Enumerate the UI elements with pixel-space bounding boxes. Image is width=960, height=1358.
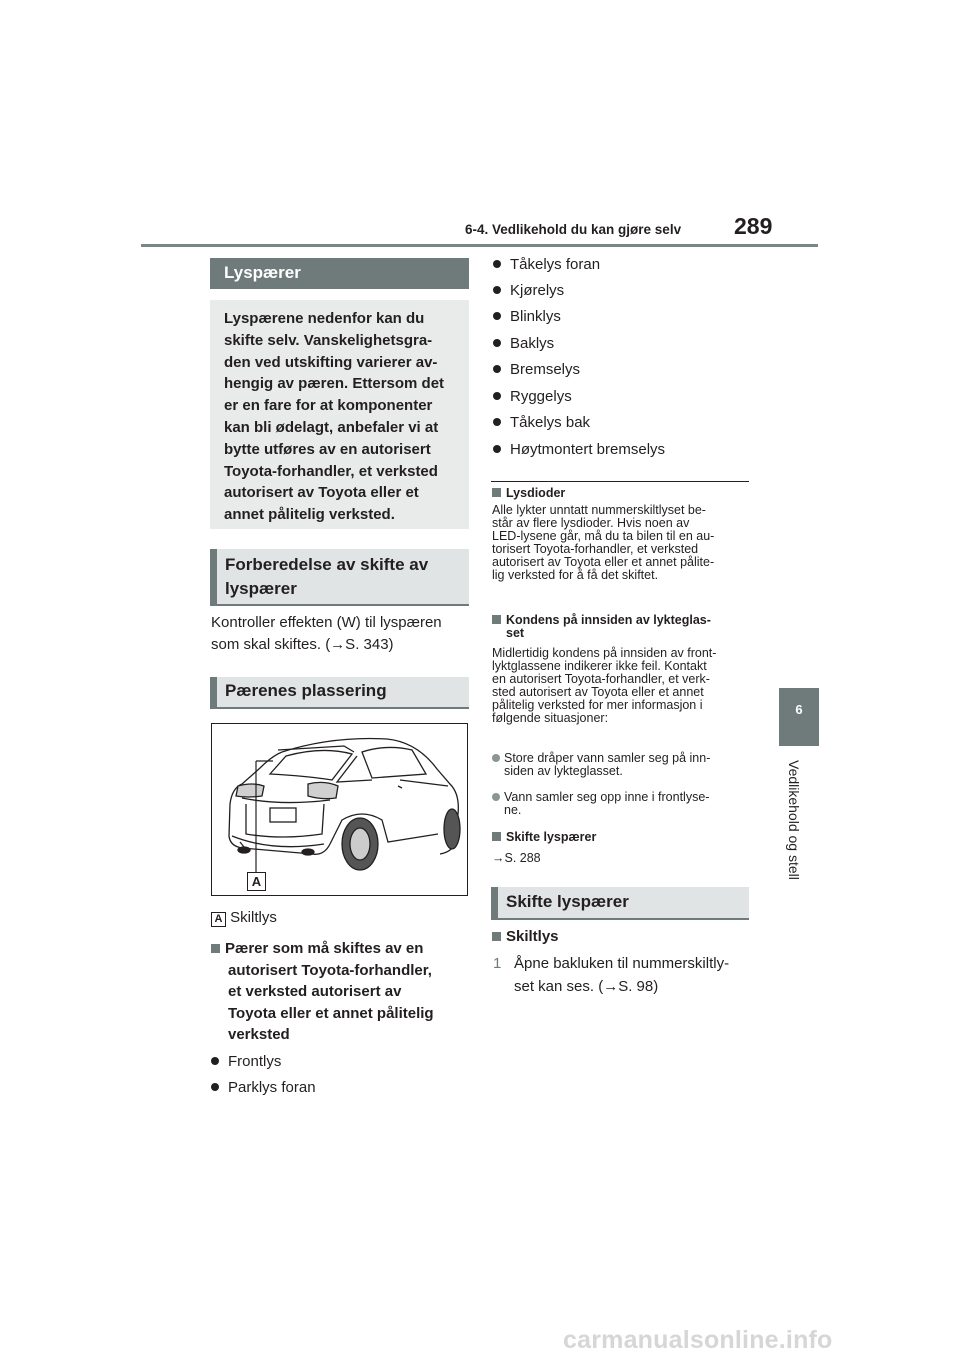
bullet-text: Kjørelys xyxy=(510,282,565,299)
intro-line: skifte selv. Vanskelighetsgra- xyxy=(224,331,433,349)
bullet-item xyxy=(211,1051,281,1073)
step-text-line: Åpne bakluken til nummerskiltly- xyxy=(514,955,730,972)
square-bullet-icon xyxy=(492,615,501,624)
bullet-icon xyxy=(493,365,501,373)
note-line: lig verksted for å få det skiftet. xyxy=(492,568,659,582)
bullet-icon xyxy=(493,418,501,426)
bullet-item xyxy=(493,359,580,381)
square-bullet-icon xyxy=(492,932,501,941)
condensation-title-line: Kondens på innsiden av lykteglas- xyxy=(506,613,711,627)
bullet-item xyxy=(493,254,600,276)
legend-text: Skiltlys xyxy=(230,909,277,926)
intro-line: er en fare for at komponenter xyxy=(224,397,433,415)
bullet-icon xyxy=(211,1057,219,1065)
license-light-heading xyxy=(492,928,559,945)
bullet-icon xyxy=(493,286,501,294)
watermark: carmanualsonline.info xyxy=(563,1326,833,1354)
bullet-item xyxy=(211,1077,316,1099)
intro-box xyxy=(210,300,469,529)
led-title-text: Lysdioder xyxy=(506,486,566,500)
bullet-text: Blinklys xyxy=(510,308,561,325)
condensation-note-title xyxy=(492,614,754,640)
replace-title-text: Skifte lyspærer xyxy=(506,830,597,844)
step-number: 1 xyxy=(493,955,502,972)
note-line: står av flere lysdioder. Hvis noen av xyxy=(492,516,690,530)
preparation-text-line: som skal skiftes. (→S. 343) xyxy=(211,636,394,653)
bullet-text: Store dråper vann samler seg på inn- xyxy=(504,751,711,765)
bullet-text: Parklys foran xyxy=(228,1079,316,1096)
chapter-tab: 6 xyxy=(779,688,819,746)
figure-callout-a: A xyxy=(247,872,266,891)
bullet-icon xyxy=(493,392,501,400)
bullet-item xyxy=(493,386,572,408)
notes-divider xyxy=(491,481,749,482)
bullet-icon xyxy=(493,312,501,320)
intro-line: Lyspærene nedenfor kan du xyxy=(224,310,425,327)
legend-item xyxy=(211,907,277,929)
note-line: lyktglassene indikerer ikke feil. Kontakt xyxy=(492,659,707,673)
bullet-icon xyxy=(493,260,501,268)
note-line: pålitelig verksted for mer informasjon i xyxy=(492,698,703,712)
note-line: Alle lykter unntatt nummerskiltlyset be- xyxy=(492,503,706,517)
subheading-line: autorisert Toyota-forhandler, xyxy=(228,961,432,979)
bullet-text: siden av lykteglasset. xyxy=(504,764,623,778)
replace-by-dealer-heading xyxy=(211,938,471,1046)
bullet-text: Baklys xyxy=(510,335,555,352)
led-note-title xyxy=(492,487,565,500)
condensation-bullet xyxy=(492,752,754,778)
condensation-bullet xyxy=(492,791,754,817)
bullet-item xyxy=(493,333,554,355)
replace-page-ref[interactable]: →S. 288 xyxy=(492,851,541,865)
subheading-line: Toyota eller et annet pålitelig xyxy=(228,1004,434,1022)
chapter-label-text: Vedlikehold og stell xyxy=(786,760,802,880)
note-line: LED-lysene går, må du ta bilen til en au- xyxy=(492,529,715,543)
intro-line: hengig av pæren. Ettersom det xyxy=(224,375,445,393)
led-note-text xyxy=(492,504,754,582)
preparation-text-line: Kontroller effekten (W) til lyspæren xyxy=(211,614,442,631)
step-text-line: set kan ses. (→S. 98) xyxy=(514,978,659,995)
note-line: autorisert av Toyota eller et annet pålite- xyxy=(492,555,715,569)
bullet-item xyxy=(493,412,590,434)
note-line: torisert Toyota-forhandler, et verksted xyxy=(492,542,699,556)
bullet-item xyxy=(493,439,665,461)
condensation-title-line: set xyxy=(506,626,525,640)
bullet-text: Bremselys xyxy=(510,361,581,378)
note-line: en autorisert Toyota-forhandler, et verk- xyxy=(492,672,710,686)
note-line: følgende situasjoner: xyxy=(492,711,609,725)
license-light-title: Skiltlys xyxy=(506,928,559,945)
square-bullet-icon xyxy=(492,832,501,841)
section-title: 6-4. Vedlikehold du kan gjøre selv xyxy=(465,222,682,237)
subheading-line: Pærer som må skiftes av en xyxy=(225,940,424,957)
page-number: 289 xyxy=(734,213,773,239)
bullet-text: Tåkelys bak xyxy=(510,414,591,431)
bullet-text: Tåkelys foran xyxy=(510,256,601,273)
bullet-text: Høytmontert bremselys xyxy=(510,441,666,458)
intro-line: autorisert av Toyota eller et xyxy=(224,484,419,502)
bullet-item xyxy=(493,306,561,328)
condensation-note-text xyxy=(492,647,754,725)
legend-letter: A xyxy=(211,912,226,927)
bullet-icon xyxy=(493,445,501,453)
bullet-text: Ryggelys xyxy=(510,388,572,405)
preparation-text xyxy=(211,612,471,656)
preparation-heading xyxy=(210,549,469,606)
car-rear-figure xyxy=(211,723,468,896)
note-line: Midlertidig kondens på innsiden av front- xyxy=(492,646,717,660)
step-1 xyxy=(493,952,755,998)
intro-line: kan bli ødelagt, anbefaler vi at xyxy=(224,418,439,436)
bullet-text: Vann samler seg opp inne i frontlyse- xyxy=(504,790,710,804)
replace-note-title xyxy=(492,831,596,844)
intro-line: Toyota-forhandler, et verksted xyxy=(224,462,438,480)
bullet-text: Frontlys xyxy=(228,1053,282,1070)
chapter-label xyxy=(786,760,808,900)
intro-line: bytte utføres av en autorisert xyxy=(224,440,431,458)
intro-line: den ved utskifting varierer av- xyxy=(224,353,438,371)
note-line: sted autorisert av Toyota eller et annet xyxy=(492,685,704,699)
bullet-icon xyxy=(492,754,500,762)
bullet-text: ne. xyxy=(504,803,522,817)
bullet-icon xyxy=(492,793,500,801)
car-illustration xyxy=(212,724,467,895)
subheading-line: et verksted autorisert av xyxy=(228,983,402,1000)
square-bullet-icon xyxy=(211,944,220,953)
header-rule xyxy=(141,244,818,247)
bullet-item xyxy=(493,280,564,302)
preparation-heading-line: Forberedelse av skifte av xyxy=(225,555,429,574)
bullet-icon xyxy=(211,1083,219,1091)
bullet-icon xyxy=(493,339,501,347)
placement-heading: Pærenes plassering xyxy=(210,677,469,709)
subheading-line: verksted xyxy=(228,1026,290,1043)
preparation-heading-line: lyspærer xyxy=(225,579,297,598)
square-bullet-icon xyxy=(492,488,501,497)
replace-bulbs-heading: Skifte lyspærer xyxy=(491,887,749,920)
lightbulbs-title: Lyspærer xyxy=(210,258,469,289)
intro-line: annet pålitelig verksted. xyxy=(224,506,395,524)
